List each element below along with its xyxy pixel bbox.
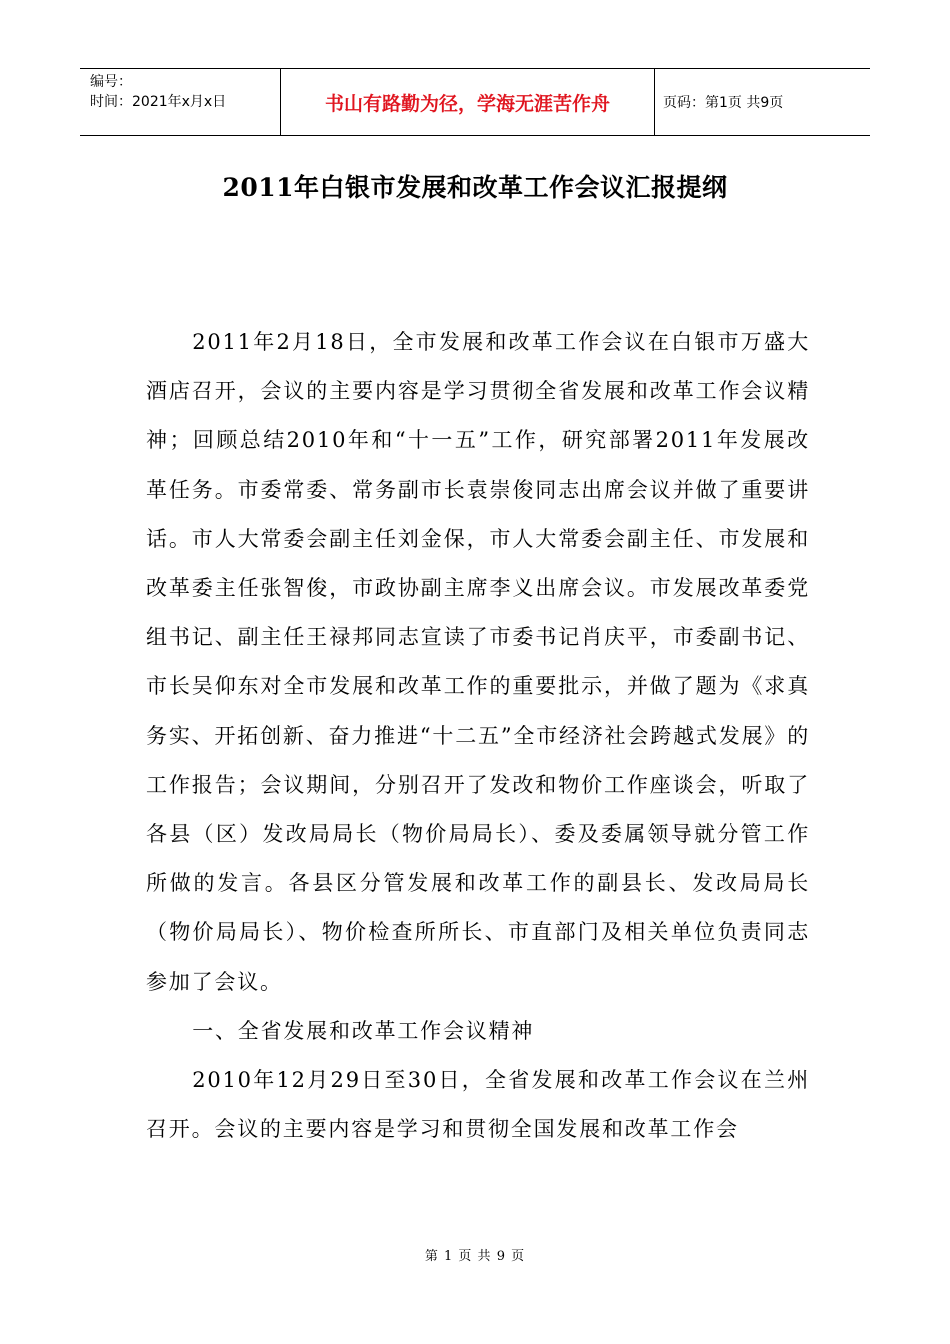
header-motto: 书山有路勤为径，学海无涯苦作舟 [324, 92, 610, 115]
document-title: 2011年白银市发展和改革工作会议汇报提纲 [222, 173, 728, 202]
header-page-info: 页码：第1页 共9页 [663, 95, 784, 111]
body-paragraph-section-1: 2010年12月29日至30日，全省发展和改革工作会议在兰州召开。会议的主要内容是学习和贯彻全国发展和改革工作会 [146, 1068, 810, 1142]
header-page-cell [655, 69, 870, 135]
header-time-label: 时间：2021年x月x日 [90, 94, 227, 110]
document-header [80, 68, 870, 136]
page-footer: 第 1 页 共 9 页 [424, 1249, 526, 1264]
document-body [146, 318, 810, 1154]
body-paragraph-intro: 2011年2月18日，全市发展和改革工作会议在白银市万盛大酒店召开，会议的主要内容是学习贯彻全省发展和改革工作会议精神；回顾总结2010年和“十一五”工作，研究部署2011年发展改革任务。市委常委、常务副市长袁崇俊同志出席会议并做了重要讲话。市人大常委会副主任刘金保，市人大常委会副主任、市发展和改革委主任张智俊，市政协副主席李义出席会议。市发展改革委党组书记、副主任王禄邦同志宣读了市委书记肖庆平，市委副书记、市长吴仰东对全市发展和改革工作的重要批示，并做了题为《求真务实、开拓创新、奋力推进“十二五”全市经济社会跨越式发展》的工作报告；会议期间，分别召开了发改和物价工作座谈会，听取了各县（区）发改局局长（物价局局长）、委及委属领导就分管工作所做的发言。各县区分管发展和改革工作的副县长、发改局局长（物价局局长）、物价检查所所长、市直部门及相关单位负责同志参加了会议。 [146, 330, 810, 994]
header-meta-cell [80, 69, 281, 135]
header-motto-cell [281, 69, 655, 135]
header-number-label: 编号： [90, 74, 132, 90]
section-heading-1: 一、全省发展和改革工作会议精神 [192, 1018, 535, 1043]
